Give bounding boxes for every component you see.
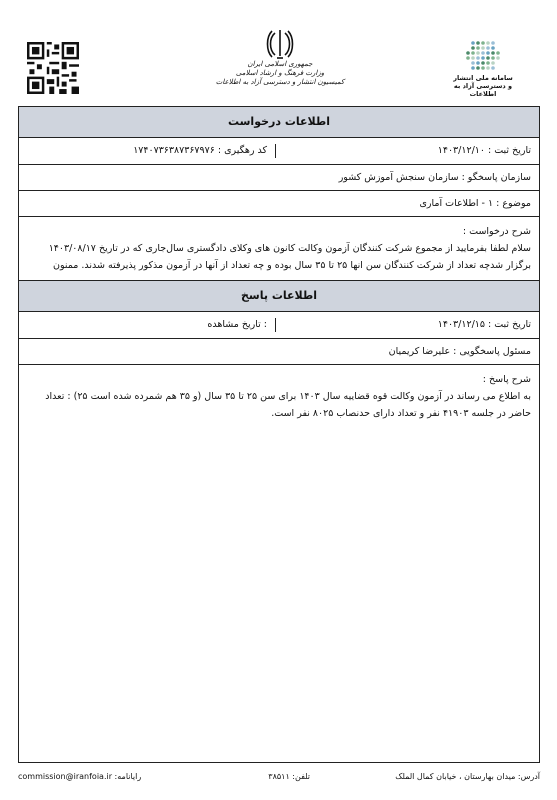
- request-description-label: شرح درخواست :: [462, 226, 531, 237]
- response-description-block: [19, 365, 539, 428]
- responder-org: سازمان پاسخگو : سازمان سنجش آموزش کشور: [19, 165, 539, 191]
- footer-address: آدرس: میدان بهارستان ، خیابان کمال الملک: [395, 772, 540, 781]
- emblem-line-3: کمیسیون انتشار و دسترسی آزاد به اطلاعات: [215, 78, 345, 86]
- emblem-line-2: وزارت فرهنگ و ارشاد اسلامی: [235, 69, 325, 77]
- form-frame: [18, 106, 540, 763]
- footer-phone: تلفن: ۳۸۵۱۱: [268, 772, 310, 781]
- dot-grid-icon: [464, 40, 502, 72]
- footer-email: commission@iranfoia.ir :رایانامه: [18, 772, 142, 781]
- request-description: سلام لطفا بفرمایید از مجموع شرکت کنندگان آزمون وکالت کانون های وکلای دادگستری سال‌جاری که در تاریخ ۱۴۰۳/۰۸/۱۷ برگزار شد‌چه تعداد از شرکت کنندگان سن انها ۲۵ تا ۳۵ سال بوده و چه تعداد از آنها در آزمون مذکور پذیرفته شدند. ممنون: [48, 243, 531, 271]
- request-subject: موضوع : ۱ - اطلاعات آماری: [19, 191, 539, 217]
- system-name-line2: و دسترسی آزاد به اطلاعات: [453, 82, 513, 98]
- request-section-title: اطلاعات درخواست: [19, 107, 539, 138]
- response-officer: مسئول پاسخگویی : علیرضا کریمیان: [19, 339, 539, 365]
- request-description-block: [19, 217, 539, 281]
- system-logo: [443, 40, 523, 98]
- response-description: به اطلاع می رساند در آزمون وکالت قوه قضاییه سال ۱۴۰۳ برای سن ۲۵ تا ۳۵ سال (و ۳۵ هم شمرده شده است ۲۵) : تعداد حاضر در جلسه ۴۱۹۰۳ نفر و تعداد دارای حدنصاب ۸۰۲۵ نفر است.: [45, 391, 531, 419]
- tracking-code: کد رهگیری : ۱۷۴۰۷۳۶۳۸۷۳۶۷۹۷۶: [133, 145, 267, 156]
- cell-divider: [275, 318, 276, 332]
- response-description-label: شرح پاسخ :: [482, 374, 531, 385]
- view-date: : تاریخ مشاهده: [207, 319, 267, 330]
- qr-code: [27, 42, 79, 94]
- emblem-line-1: جمهوری اسلامی ایران: [247, 60, 313, 68]
- request-date-row: [19, 138, 539, 165]
- response-registration-date: تاریخ ثبت : ۱۴۰۳/۱۲/۱۵: [437, 319, 531, 330]
- response-date-row: [19, 312, 539, 339]
- response-section-title: اطلاعات پاسخ: [19, 281, 539, 312]
- system-name-line1: سامانه ملی انتشار: [453, 74, 513, 82]
- cell-divider: [275, 144, 276, 158]
- request-registration-date: تاریخ ثبت : ۱۴۰۳/۱۲/۱۰: [437, 145, 531, 156]
- government-emblem: [210, 28, 350, 98]
- emblem-icon: [265, 28, 295, 60]
- footer: [18, 772, 540, 781]
